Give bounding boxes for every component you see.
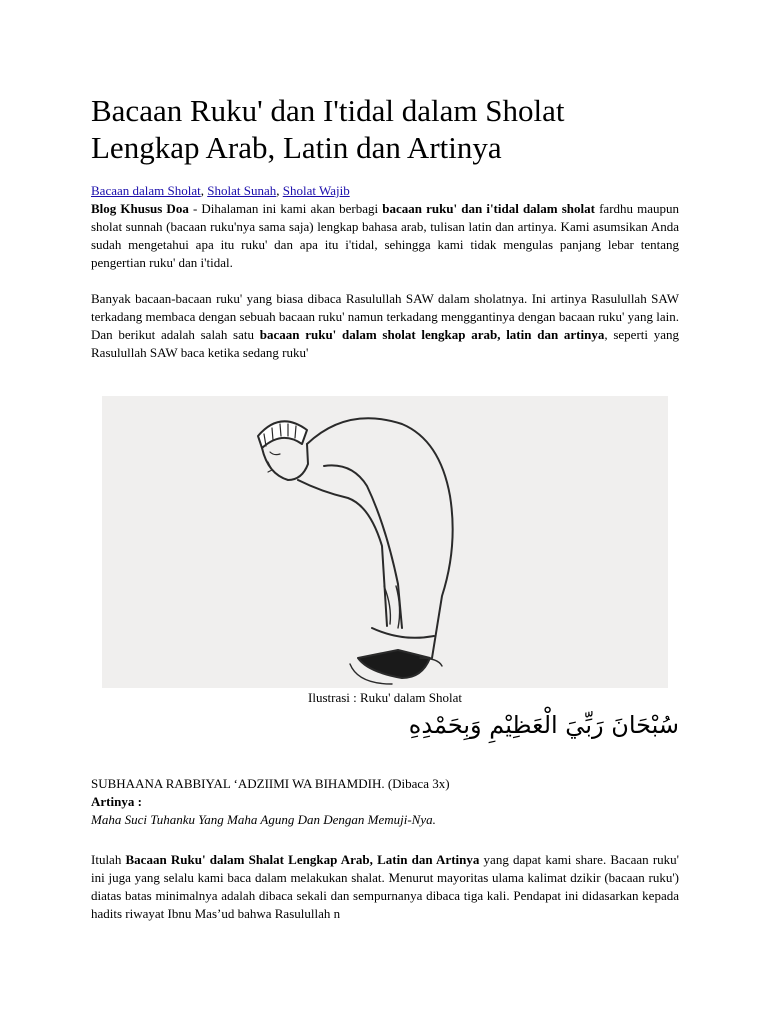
meaning-text: Maha Suci Tuhanku Yang Maha Agung Dan Dengan Memuji-Nya. bbox=[91, 812, 436, 827]
ruku-illustration bbox=[102, 396, 668, 688]
category-link-sholat-wajib[interactable]: Sholat Wajib bbox=[282, 183, 350, 198]
paragraph-text: fardhu maupun sholat sunnah (bacaan ruku'nya sama saja) lengkap bahasa arab, tulisan latin dan artinya. Kami asumsikan Anda sudah mengetahui apa itu ruku' dan apa itu i'tidal, sehingga kami tidak mengulas panjang lebar tentang pengertian ruku' dan i'tidal. bbox=[91, 201, 680, 270]
paragraph-bold: bacaan ruku' dalam sholat lengkap arab, latin dan artinya bbox=[259, 327, 605, 342]
paragraph-text: Banyak bacaan-bacaan ruku' yang biasa dibaca Rasulullah SAW dalam sholatnya. Ini artinya Rasulullah SAW terkadang membaca dengan sebuah bacaan ruku' namun terkadang menggantinya dengan bacaan ruku' yang lain. Dan berikut adalah salah satu bbox=[91, 291, 679, 342]
image-caption: Ilustrasi : Ruku' dalam Sholat bbox=[308, 690, 462, 705]
latin-transliteration: SUBHAANA RABBIYAL ‘ADZIIMI WA BIHAMDIH. (Dibaca 3x) bbox=[91, 776, 450, 791]
paragraph-text: , seperti yang Rasulullah SAW baca ketika sedang ruku' bbox=[91, 327, 680, 360]
paragraph-text: - Dihalaman ini kami akan berbagi bbox=[188, 201, 383, 216]
article-title: Bacaan Ruku' dan I'tidal dalam Sholat Lengkap Arab, Latin dan Artinya bbox=[91, 93, 565, 165]
intro-paragraph bbox=[91, 200, 679, 272]
paragraph-text: Itulah bbox=[91, 852, 126, 867]
category-link-bacaan-dalam-sholat[interactable]: Bacaan dalam Sholat bbox=[91, 183, 201, 198]
ruku-figure-drawing bbox=[102, 396, 668, 688]
ruku-paragraph bbox=[91, 290, 679, 362]
category-link-sholat-sunah[interactable]: Sholat Sunah bbox=[207, 183, 277, 198]
paragraph-bold: Bacaan Ruku' dalam Shalat Lengkap Arab, Latin dan Artinya bbox=[125, 852, 480, 867]
blog-name: Blog Khusus Doa bbox=[91, 201, 189, 216]
category-separator: , bbox=[276, 183, 283, 198]
paragraph-text: yang dapat kami share. Bacaan ruku' ini juga yang selalu kami baca dalam melakukan shalat. Menurut mayoritas ulama kalimat dzikir (bacaan ruku') diatas batas minimalnya adalah dibaca sekali dan sempurnanya dibaca tiga kali. Pendapat ini didasarkan kepada hadits riwayat Ibnu Mas’ud bahwa Rasulullah n bbox=[91, 852, 679, 921]
arabic-dua-text: سُبْحَانَ رَبِّيَ الْعَظِيْمِ وَبِحَمْدِهِ bbox=[408, 711, 679, 739]
paragraph-bold: bacaan ruku' dan i'tidal dalam sholat bbox=[382, 201, 595, 216]
category-links bbox=[91, 182, 350, 200]
category-separator: , bbox=[200, 183, 208, 198]
meaning-label: Artinya : bbox=[91, 794, 142, 809]
closing-paragraph bbox=[91, 851, 679, 923]
